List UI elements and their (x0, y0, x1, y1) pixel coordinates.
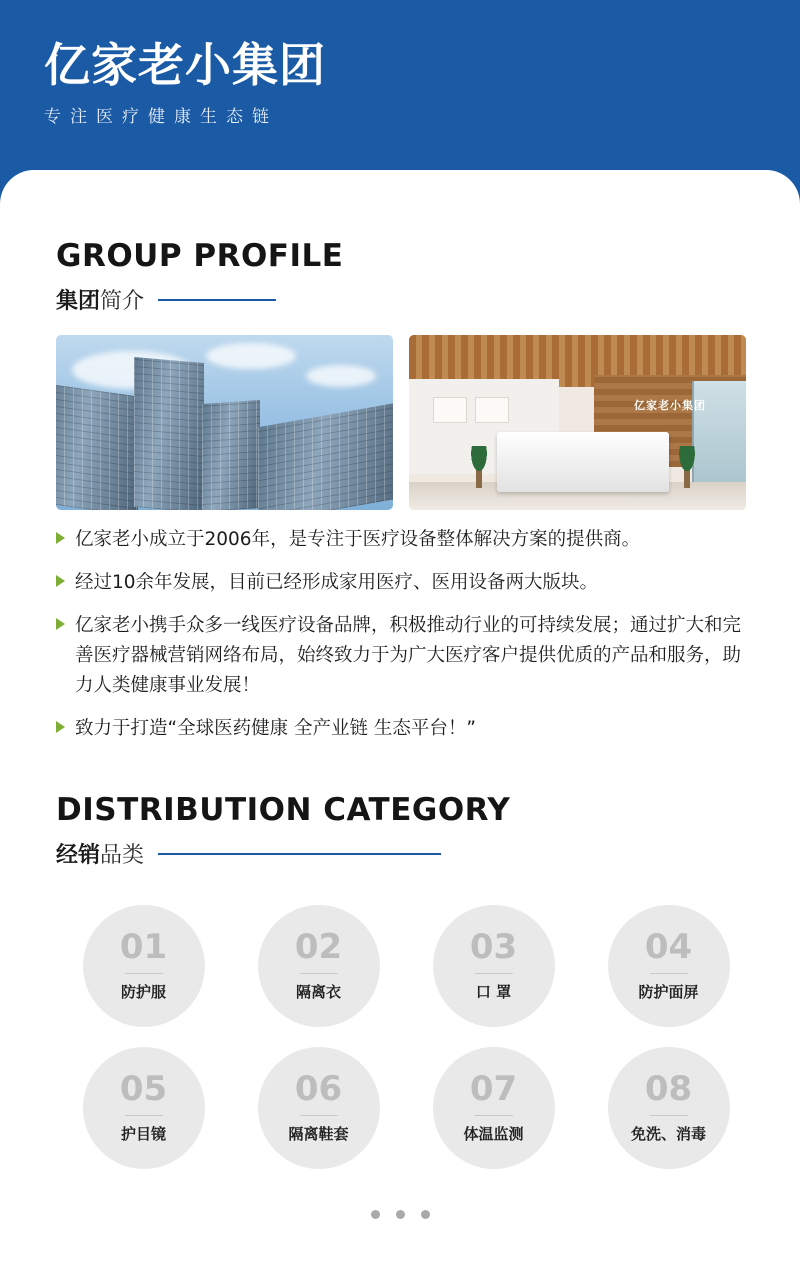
category-item[interactable] (231, 1047, 406, 1169)
category-label: 防护面屏 (638, 983, 699, 1001)
bullet-text: 致力于打造“全球医药健康 全产业链 生态平台！” (75, 717, 476, 739)
category-circle[interactable] (608, 1047, 730, 1169)
pagination-dots (0, 1210, 800, 1219)
distribution-title-cn (56, 838, 144, 869)
bullet-text: 亿家老小成立于2006年，是专注于医疗设备整体解决方案的提供商。 (75, 529, 641, 550)
category-number: 02 (294, 927, 343, 967)
dot-icon (396, 1210, 405, 1219)
category-number: 04 (644, 927, 693, 967)
group-profile-title-cn-bold: 集团 (56, 289, 101, 314)
group-profile-title-cn-light: 简介 (100, 289, 145, 314)
category-item[interactable] (406, 1047, 581, 1169)
divider (650, 1115, 688, 1116)
triangle-bullet-icon (56, 618, 65, 630)
divider (300, 1115, 338, 1116)
group-profile-rule (158, 299, 276, 301)
category-label: 隔离衣 (295, 983, 341, 1001)
brand-block (44, 38, 326, 127)
category-label: 护目镜 (120, 1125, 166, 1143)
category-circle[interactable] (433, 1047, 555, 1169)
distribution-category-grid (56, 905, 756, 1169)
group-profile-title-en: GROUP PROFILE (56, 238, 344, 274)
dot-icon (421, 1210, 430, 1219)
category-item[interactable] (581, 905, 756, 1027)
list-item (56, 714, 756, 744)
category-circle[interactable] (83, 905, 205, 1027)
group-profile-title-cn (56, 284, 144, 315)
bullet-text: 亿家老小携手众多一线医疗设备品牌，积极推动行业的可持续发展；通过扩大和完善医疗器械营销网络布局，始终致力于为广大医疗客户提供优质的产品和服务，助力人类健康事业发展！ (75, 614, 742, 696)
category-item[interactable] (231, 905, 406, 1027)
triangle-bullet-icon (56, 575, 65, 587)
list-item (56, 611, 756, 701)
bullet-text: 经过10余年发展，目前已经形成家用医疗、医用设备两大版块。 (75, 571, 599, 593)
category-circle[interactable] (83, 1047, 205, 1169)
distribution-title-cn-bold: 经销 (56, 843, 101, 868)
category-label: 隔离鞋套 (288, 1125, 349, 1143)
divider (475, 1115, 513, 1116)
triangle-bullet-icon (56, 721, 65, 733)
brand-name: 亿家老小集团 (44, 38, 326, 92)
category-circle[interactable] (608, 905, 730, 1027)
category-circle[interactable] (258, 1047, 380, 1169)
divider (475, 973, 513, 974)
group-profile-heading (56, 238, 343, 315)
list-item (56, 525, 756, 555)
profile-bullet-list (56, 525, 756, 757)
distribution-rule (158, 853, 441, 855)
lobby-logo-text: 亿家老小集团 (634, 399, 706, 412)
category-number: 06 (294, 1069, 343, 1109)
category-number: 05 (119, 1069, 168, 1109)
category-circle[interactable] (433, 905, 555, 1027)
category-number: 03 (469, 927, 518, 967)
category-number: 07 (469, 1069, 518, 1109)
category-label: 免洗、消毒 (630, 1125, 706, 1143)
category-item[interactable] (406, 905, 581, 1027)
category-number: 01 (119, 927, 168, 967)
divider (650, 973, 688, 974)
distribution-title-cn-light: 品类 (100, 843, 145, 868)
category-item[interactable] (56, 1047, 231, 1169)
office-towers-photo (56, 335, 393, 510)
category-label: 防护服 (120, 983, 166, 1001)
category-item[interactable] (581, 1047, 756, 1169)
dot-icon (371, 1210, 380, 1219)
divider (300, 973, 338, 974)
divider (125, 1115, 163, 1116)
category-item[interactable] (56, 905, 231, 1027)
divider (125, 973, 163, 974)
category-label: 体温监测 (463, 1125, 524, 1143)
profile-image-row (56, 335, 746, 510)
category-number: 08 (644, 1069, 693, 1109)
triangle-bullet-icon (56, 532, 65, 544)
distribution-heading (56, 792, 510, 869)
reception-lobby-photo (409, 335, 746, 510)
list-item (56, 568, 756, 598)
category-label: 口 罩 (475, 983, 512, 1001)
brand-tagline: 专注医疗健康生态链 (44, 107, 278, 127)
distribution-title-en: DISTRIBUTION CATEGORY (56, 792, 511, 828)
category-circle[interactable] (258, 905, 380, 1027)
